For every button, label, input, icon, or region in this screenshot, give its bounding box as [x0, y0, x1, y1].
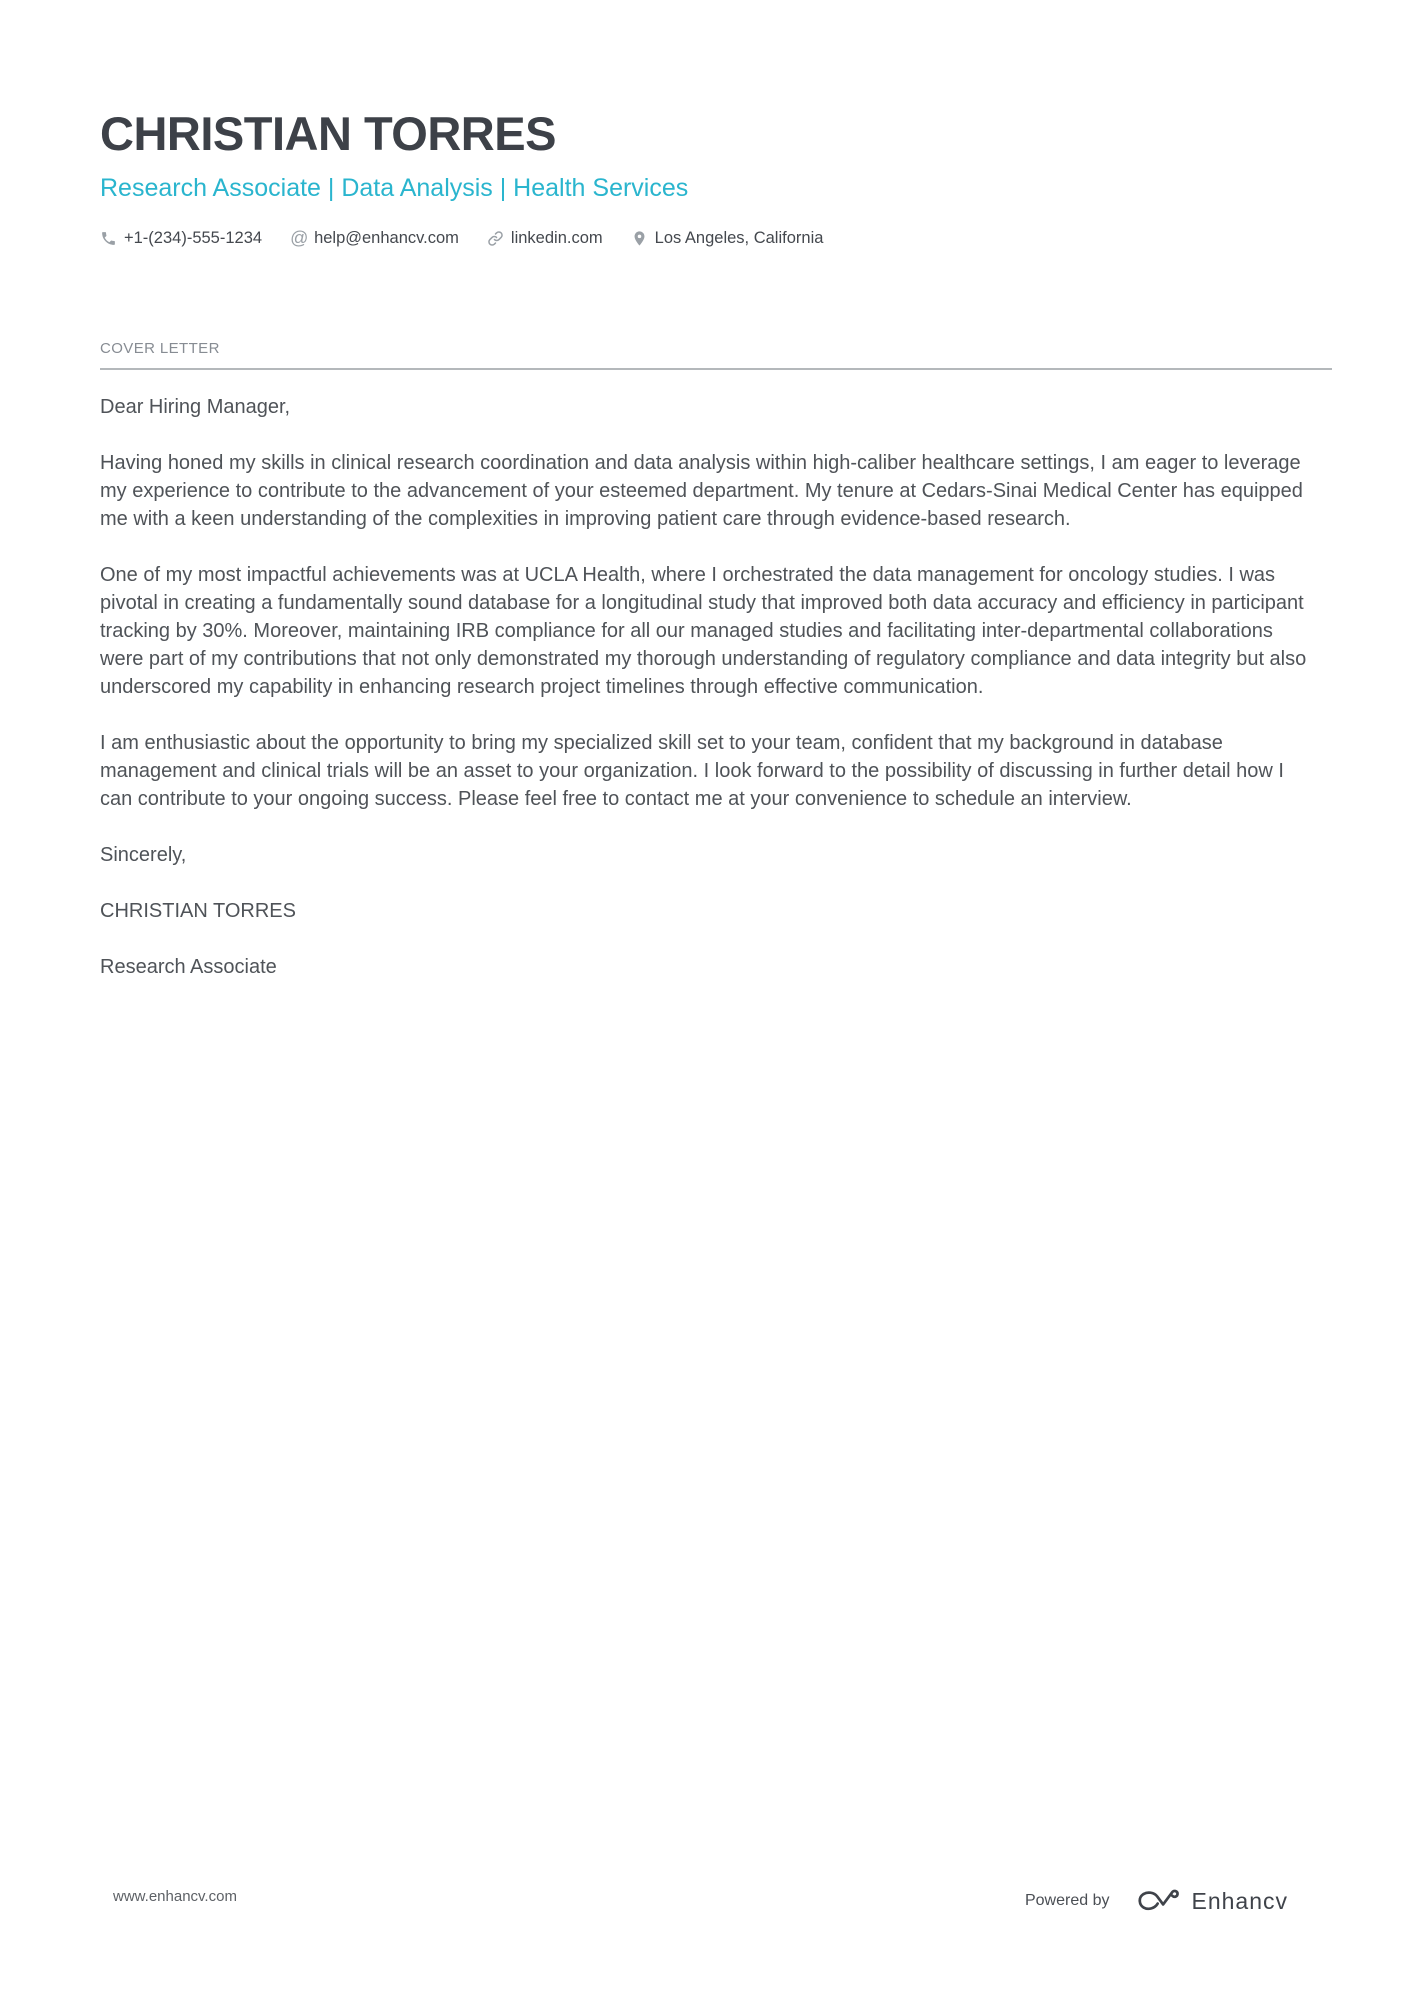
at-icon: @: [290, 227, 309, 248]
section-label-cover-letter: COVER LETTER: [100, 340, 1332, 370]
enhancv-wordmark: Enhancv: [1191, 1887, 1288, 1914]
letter-closing: Sincerely,: [100, 843, 187, 866]
enhancv-brand-link[interactable]: [1127, 1887, 1288, 1915]
contact-phone[interactable]: [100, 229, 262, 248]
footer-website-link[interactable]: www.enhancv.com: [113, 1888, 237, 1905]
letter-paragraph: Having honed my skills in clinical research coordination and data analysis within high-caliber healthcare settings, I am eager to leverage my experience to contribute to the advancement of your esteemed department. My tenure at Cedars-Sinai Medical Center has equipped me with a keen understanding of the complexities in improving patient care through evidence-based research.: [100, 451, 1303, 530]
contact-email[interactable]: [290, 229, 459, 248]
person-name: CHRISTIAN TORRES: [100, 107, 556, 160]
contact-location[interactable]: [631, 229, 824, 248]
footer-branding: [1025, 1887, 1288, 1915]
enhancv-logo-icon: [1127, 1887, 1181, 1915]
phone-icon: [100, 230, 117, 247]
person-job-title: Research Associate | Data Analysis | Health Services: [100, 173, 689, 202]
page-content: [100, 0, 1332, 1009]
contact-phone-text: +1-(234)-555-1234: [124, 228, 263, 247]
contact-email-text: help@enhancv.com: [314, 228, 459, 247]
contact-linkedin[interactable]: [487, 229, 603, 248]
letter-paragraph: I am enthusiastic about the opportunity to bring my specialized skill set to your team, confident that my background in database management and clinical trials will be an asset to your organization. I look forward to the possibility of discussing in further detail how I can contribute to your ongoing success. Please feel free to contact me at your convenience to schedule an interview.: [100, 731, 1284, 810]
signature-title: Research Associate: [100, 955, 277, 978]
link-icon: [487, 230, 504, 247]
powered-by-label: Powered by: [1024, 1892, 1110, 1909]
contact-linkedin-text: linkedin.com: [510, 228, 603, 247]
contact-row: [100, 229, 1332, 248]
contact-location-text: Los Angeles, California: [654, 228, 824, 247]
letter-body: [100, 393, 1315, 981]
letter-paragraph: One of my most impactful achievements was at UCLA Health, where I orchestrated the data management for oncology studies. I was pivotal in creating a fundamentally sound database for a longitudinal study that improved both data accuracy and efficiency in participant tracking by 30%. Moreover, maintaining IRB compliance for all our managed studies and facilitating inter-departmental collaborations were part of my contributions that not only demonstrated my thorough understanding of regulatory compliance and data integrity but also underscored my capability in enhancing research project timelines through effective communication.: [100, 563, 1307, 698]
letter-salutation: Dear Hiring Manager,: [100, 395, 291, 418]
location-icon: [631, 230, 648, 247]
signature-name: CHRISTIAN TORRES: [100, 899, 296, 922]
